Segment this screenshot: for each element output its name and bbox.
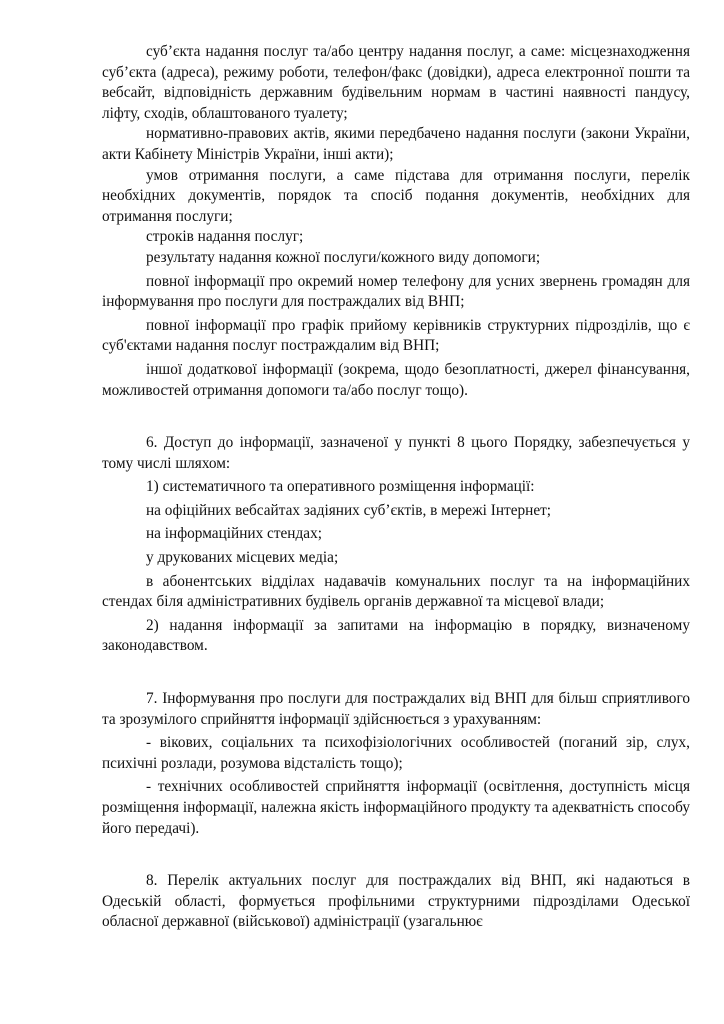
paragraph-result: результату надання кожної послуги/кожного виду допомоги; (146, 248, 541, 266)
document-page (102, 42, 690, 933)
paragraph-section-6: 6. Доступ до інформації, зазначеної у пункті 8 цього Порядку, забезпечується у тому числі шляхом: (102, 434, 690, 472)
paragraph-age-features: - вікових, соціальних та психофізіологічних особливостей (поганий зір, слух, психічні розлади, розумова відсталість тощо); (102, 734, 690, 772)
paragraph-technical-features: - технічних особливостей сприйняття інформації (освітлення, доступність місця розміщення інформації, належна якість інформаційного продукту та адекватність способу його передачі). (102, 778, 690, 837)
paragraph-phone-info: повної інформації про окремий номер телефону для усних звернень громадян для інформування про послуги для постраждалих від ВНП; (102, 272, 690, 311)
paragraph-section-7: 7. Інформування про послуги для постраждалих від ВНП для більш сприятливого та зрозумілого сприйняття інформації здійснюється з урахуванням: (102, 690, 690, 728)
paragraph-subscriber-departments: в абонентських відділах надавачів комунальних послуг та на інформаційних стендах біля адміністративних будівель органів державної та місцевої влади; (102, 572, 690, 611)
paragraph-subject-info: суб’єкта надання послуг та/або центру надання послуг, а саме: місцезнаходження суб’єкта (адреса), режиму роботи, телефон/факс (довідки), адреса електронної пошти та вебсайт, відповідність державним будівельним нормам в частині наявності пандусу, ліфту, сходів, облаштованого туалету; (102, 43, 690, 122)
paragraph-conditions: умов отримання послуги, а саме підстава для отримання послуги, перелік необхідних документів, порядок та спосіб подання документів, необхідних для отримання послуги; (102, 166, 690, 225)
paragraph-requests: 2) надання інформації за запитами на інформацію в порядку, визначеному законодавством. (102, 616, 690, 655)
paragraph-websites: на офіційних вебсайтах задіяних суб’єктів, в мережі Інтернет; (146, 501, 552, 519)
paragraph-additional-info: іншої додаткової інформації (зокрема, щодо безоплатності, джерел фінансування, можливостей отримання допомоги та/або послуг тощо). (102, 360, 690, 399)
paragraph-schedule-info: повної інформації про графік прийому керівників структурних підрозділів, що є суб'єктами надання послуг постраждалим від ВНП; (102, 316, 690, 355)
paragraph-terms: строків надання послуг; (146, 228, 304, 246)
paragraph-media: у друкованих місцевих медіа; (146, 549, 339, 567)
paragraph-placement: 1) систематичного та оперативного розміщення інформації: (146, 478, 535, 496)
paragraph-stands: на інформаційних стендах; (146, 525, 322, 543)
paragraph-legal-acts: нормативно-правових актів, якими передбачено надання послуги (закони України, акти Кабінету Міністрів України, інші акти); (102, 125, 690, 163)
paragraph-section-8: 8. Перелік актуальних послуг для постраждалих від ВНП, які надаються в Одеській області, формується профільними структурними підрозділами Одеської обласної державної (військової) адміністрації (узагальнює (102, 872, 690, 931)
